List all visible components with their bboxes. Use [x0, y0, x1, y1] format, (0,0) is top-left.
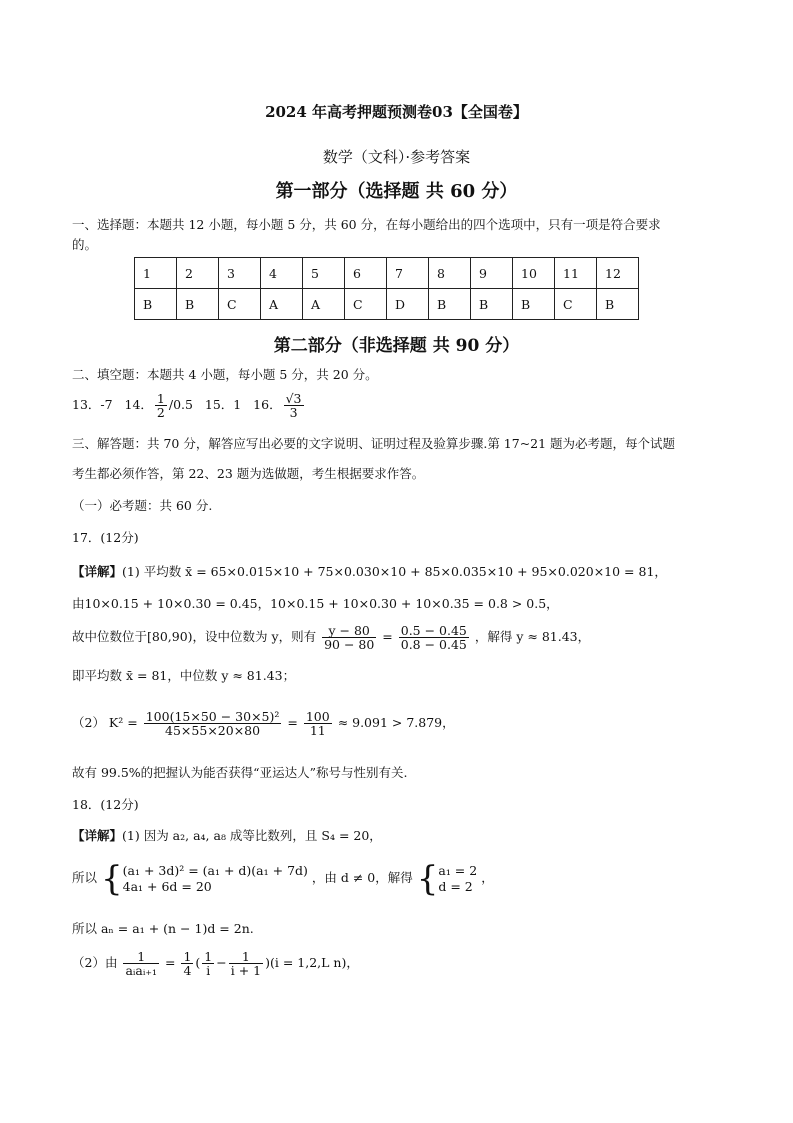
fraction-denominator: 45×55×20×80	[165, 723, 261, 738]
answer-15: 15．1	[204, 397, 242, 412]
q17-line5	[72, 708, 455, 738]
table-cell: C	[555, 289, 597, 320]
q17-line4: 即平均数 x̄ = 81，中位数 y ≈ 81.43；	[72, 668, 296, 683]
section3-intro-cont: 考生都必须作答，第 22、23 题为选做题，考生根据要求作答。	[72, 466, 425, 481]
fraction-denominator: 3	[289, 405, 298, 420]
q18-line1	[72, 827, 382, 845]
q17-k2-result: ≈ 9.091 > 7.879，	[337, 715, 455, 730]
table-cell: A	[303, 289, 345, 320]
table-cell: 10	[513, 258, 555, 289]
answer-14-rest: /0.5	[168, 397, 193, 412]
q18-fraction	[229, 950, 263, 977]
table-cell: 5	[303, 258, 345, 289]
section3-intro: 三、解答题：共 70 分，解答应写出必要的文字说明、证明过程及验算步骤.第 17~21 题为必考题，每个试题	[72, 436, 676, 451]
system-row: (a₁ + 3d)² = (a₁ + d)(a₁ + 7d)	[122, 862, 308, 878]
q17-fraction	[144, 710, 282, 737]
q17-median-text: 故中位数位于[80,90)，设中位数为 y，则有	[72, 629, 317, 644]
q18-fraction	[202, 950, 214, 977]
table-cell: B	[597, 289, 639, 320]
page-title: 2024 年高考押题预测卷03【全国卷】	[265, 103, 528, 121]
q18-condition: (1) 因为 a₂, a₄, a₈ 成等比数列，且 S₄ = 20，	[122, 828, 382, 843]
table-cell: C	[345, 289, 387, 320]
equals-sign: =	[382, 629, 393, 644]
table-cell: 11	[555, 258, 597, 289]
part2-heading: 第二部分（非选择题 共 90 分）	[273, 336, 520, 356]
table-cell: 12	[597, 258, 639, 289]
minus-sign: −	[216, 955, 227, 970]
fraction-denominator: 11	[309, 723, 326, 738]
equals-sign: =	[164, 955, 176, 970]
table-cell: B	[135, 289, 177, 320]
table-cell: 3	[219, 258, 261, 289]
q17-fraction	[322, 624, 376, 651]
q18-index-range: )(i = 1,2,L n)，	[265, 955, 359, 970]
fraction-denominator: 0.8 − 0.45	[400, 637, 467, 652]
table-cell: 9	[471, 258, 513, 289]
q18-heading: 18．(12分)	[72, 797, 139, 812]
fraction-numerator: 1	[204, 949, 213, 964]
q18-line2	[72, 858, 494, 898]
table-cell: 4	[261, 258, 303, 289]
answer-table-answer-row	[135, 289, 639, 320]
answer-table	[134, 257, 639, 320]
system-row: 4a₁ + 6d = 20	[122, 878, 212, 894]
q17-line2: 由10×0.15 + 10×0.30 = 0.45，10×0.15 + 10×0.30 + 10×0.35 = 0.8 > 0.5，	[72, 596, 559, 611]
fraction-numerator: √3	[285, 391, 302, 406]
system-row: a₁ = 2	[438, 862, 478, 878]
q18-solve-text: ，由 d ≠ 0，解得	[311, 870, 413, 885]
answer-16-label: 16．	[253, 397, 282, 412]
system-row: d = 2	[438, 878, 473, 894]
q17-heading: 17．(12分)	[72, 530, 139, 545]
required-heading: （一）必考题：共 60 分.	[72, 498, 213, 513]
fraction-numerator: y − 80	[322, 624, 376, 638]
detail-tag: 【详解】	[72, 828, 123, 843]
q18-line3: 所以 aₙ = a₁ + (n − 1)d = 2n.	[72, 921, 254, 936]
brace-symbol: {	[416, 858, 439, 899]
fraction-denominator: i	[206, 963, 211, 978]
answer-14-fraction	[155, 392, 167, 419]
page-subtitle: 数学（文科）·参考答案	[322, 148, 471, 166]
fraction-numerator: 1	[156, 391, 165, 406]
fraction-numerator: 1	[183, 949, 192, 964]
answer-13: 13．-7	[72, 397, 113, 412]
q17-fraction	[399, 624, 469, 651]
q17-median-result: ，解得 y ≈ 81.43，	[474, 629, 591, 644]
detail-tag: 【详解】	[72, 564, 123, 579]
q18-solution	[416, 858, 478, 899]
fraction-numerator: 1	[229, 950, 263, 964]
section2-intro: 二、填空题：本题共 4 小题，每小题 5 分，共 20 分。	[72, 367, 378, 382]
table-cell: 1	[135, 258, 177, 289]
punctuation: ，	[481, 870, 494, 885]
fraction-denominator: i + 1	[230, 963, 262, 978]
fraction-numerator: 0.5 − 0.45	[400, 623, 467, 638]
q17-line3	[72, 624, 590, 651]
q18-system	[101, 858, 308, 899]
answer-table-number-row	[135, 258, 639, 289]
table-cell: B	[429, 289, 471, 320]
q18-line4	[72, 946, 359, 980]
fraction-denominator: aᵢaᵢ₊₁	[125, 963, 157, 978]
table-cell: 7	[387, 258, 429, 289]
section1-intro: 一、选择题：本题共 12 小题，每小题 5 分，共 60 分，在每小题给出的四个选项中，只有一项是符合要求	[72, 217, 661, 232]
table-cell: C	[219, 289, 261, 320]
q17-line1	[72, 563, 667, 581]
part1-heading: 第一部分（选择题 共 60 分）	[275, 181, 518, 202]
answer-16-fraction	[284, 392, 304, 419]
section1-intro-cont: 的。	[72, 237, 98, 252]
q18-part2-label: （2）由	[72, 955, 118, 970]
equals-sign: =	[287, 715, 298, 730]
q17-fraction	[304, 710, 332, 737]
fraction-denominator: 90 − 80	[324, 637, 375, 652]
fraction-denominator: 2	[156, 405, 165, 420]
brace-symbol: {	[101, 858, 123, 899]
q17-k2-label: （2） K² =	[72, 715, 138, 730]
q18-so: 所以	[72, 870, 98, 885]
fraction-numerator: 100(15×50 − 30×5)²	[145, 709, 280, 724]
fraction-numerator: 100	[305, 709, 330, 724]
table-cell: B	[177, 289, 219, 320]
table-cell: 6	[345, 258, 387, 289]
answer-14-label: 14．	[124, 397, 153, 412]
q17-mean: (1) 平均数 x̄ = 65×0.015×10 + 75×0.030×10 + 85×0.035×10 + 95×0.020×10 = 81，	[122, 564, 667, 579]
table-cell: D	[387, 289, 429, 320]
q18-fraction	[181, 950, 193, 977]
q18-fraction	[123, 950, 159, 977]
q17-conclusion: 故有 99.5%的把握认为能否获得“亚运达人”称号与性别有关.	[72, 765, 408, 780]
table-cell: A	[261, 289, 303, 320]
fraction-denominator: 4	[183, 963, 192, 978]
paren-open: (	[195, 955, 201, 970]
table-cell: 8	[429, 258, 471, 289]
table-cell: 2	[177, 258, 219, 289]
table-cell: B	[513, 289, 555, 320]
fraction-numerator: 1	[123, 950, 159, 964]
table-cell: B	[471, 289, 513, 320]
fill-answers	[72, 392, 306, 419]
